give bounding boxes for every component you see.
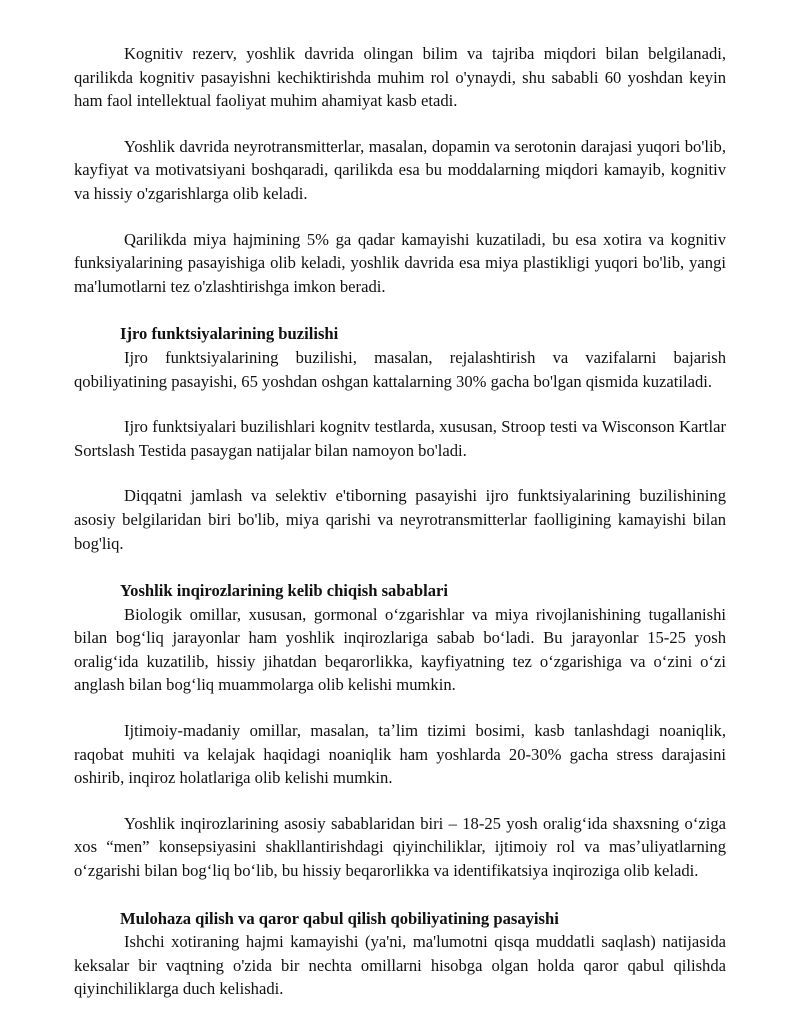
paragraph-sociocultural-factors: Ijtimoiy-madaniy omillar, masalan, taʼlim tizimi bosimi, kasb tanlashdagi noaniqlik, raqobat muhiti va kelajak haqidagi noaniqlik ham yoshlarda 20-30% gacha stress darajasini oshirib, inqiroz holatlariga olib kelishi mumkin. [74,721,726,788]
paragraph-executive-dysfunction: Ijro funktsiyalarining buzilishi, masalan, rejalashtirish va vazifalarni bajarish qobiliyatining pasayishi, 65 yoshdan oshgan kattalarning 30% gacha bo'lgan qismida kuzatiladi. [74,347,726,391]
heading-youth-crises: Yoshlik inqirozlarining kelib chiqish sabablari [120,581,448,601]
paragraph-working-memory: Ishchi xotiraning hajmi kamayishi (ya'ni, ma'lumotni qisqa muddatli saqlash) natijasida keksalar bir vaqtning o'zida bir nechta omillarni hisobga olgan holda qaror qabul qilishda qiyinchiliklarga duch kelishadi. [74,932,726,999]
paragraph-attention: Diqqatni jamlash va selektiv e'tiborning pasayishi ijro funktsiyalarining buzilishining asosiy belgilaridan biri bo'lib, miya qarishi va neyrotransmitterlar faolligining kamayishi bilan bog'liq. [74,486,726,553]
heading-executive-functions: Ijro funktsiyalarining buzilishi [120,324,339,344]
paragraph-biological-factors: Biologik omillar, xususan, gormonal oʻzgarishlar va miya rivojlanishining tugallanishi bilan bogʻliq jarayonlar ham yoshlik inqirozlariga sabab boʻladi. Bu jarayonlar 15-25 yosh oraligʻida kuzatilib, hissiy jihatdan beqarorlikka, kayfiyatning tez oʻzgarishiga va oʻzini oʻzi anglash bilan bogʻliq muammolarga olib kelishi mumkin. [74,604,726,695]
heading-decision-making: Mulohaza qilish va qaror qabul qilish qobiliyatining pasayishi [120,908,559,928]
paragraph-neurotransmitters: Yoshlik davrida neyrotransmitterlar, masalan, dopamin va serotonin darajasi yuqori bo'lib, kayfiyat va motivatsiyani boshqaradi, qarilikda esa bu moddalarning miqdori kamayib, kognitiv va hissiy o'zgarishlarga olib keladi. [74,136,726,203]
paragraph-cognitive-reserve: Kognitiv rezerv, yoshlik davrida olingan bilim va tajriba miqdori bilan belgilanadi, qarilikda kognitiv pasayishni kechiktirishda muhim rol o'ynaydi, shu sababli 60 yoshdan keyin ham faol intellektual faoliyat muhim ahamiyat kasb etadi. [74,44,726,111]
paragraph-identity-crisis: Yoshlik inqirozlarining asosiy sabablaridan biri – 18-25 yosh oraligʻida shaxsning oʻziga xos “men” konsepsiyasini shakllantirishdagi qiyinchiliklar, ijtimoiy rol va masʼuliyatlarning oʻzgarishi bilan bogʻliq boʻlib, bu hissiy beqarorlikka va identifikatsiya inqiroziga olib keladi. [74,813,726,881]
paragraph-cognitive-tests: Ijro funktsiyalari buzilishlari kognitv testlarda, xususan, Stroop testi va Wisconson Kartlar Sortslash Testida pasaygan natijalar bilan namoyon bo'ladi. [74,417,726,460]
paragraph-brain-volume: Qarilikda miya hajmining 5% ga qadar kamayishi kuzatiladi, bu esa xotira va kognitiv funksiyalarining pasayishiga olib keladi, yoshlik davrida esa miya plastikligi yuqori bo'lib, yangi ma'lumotlarni tez o'zlashtirishga imkon beradi. [74,229,726,296]
